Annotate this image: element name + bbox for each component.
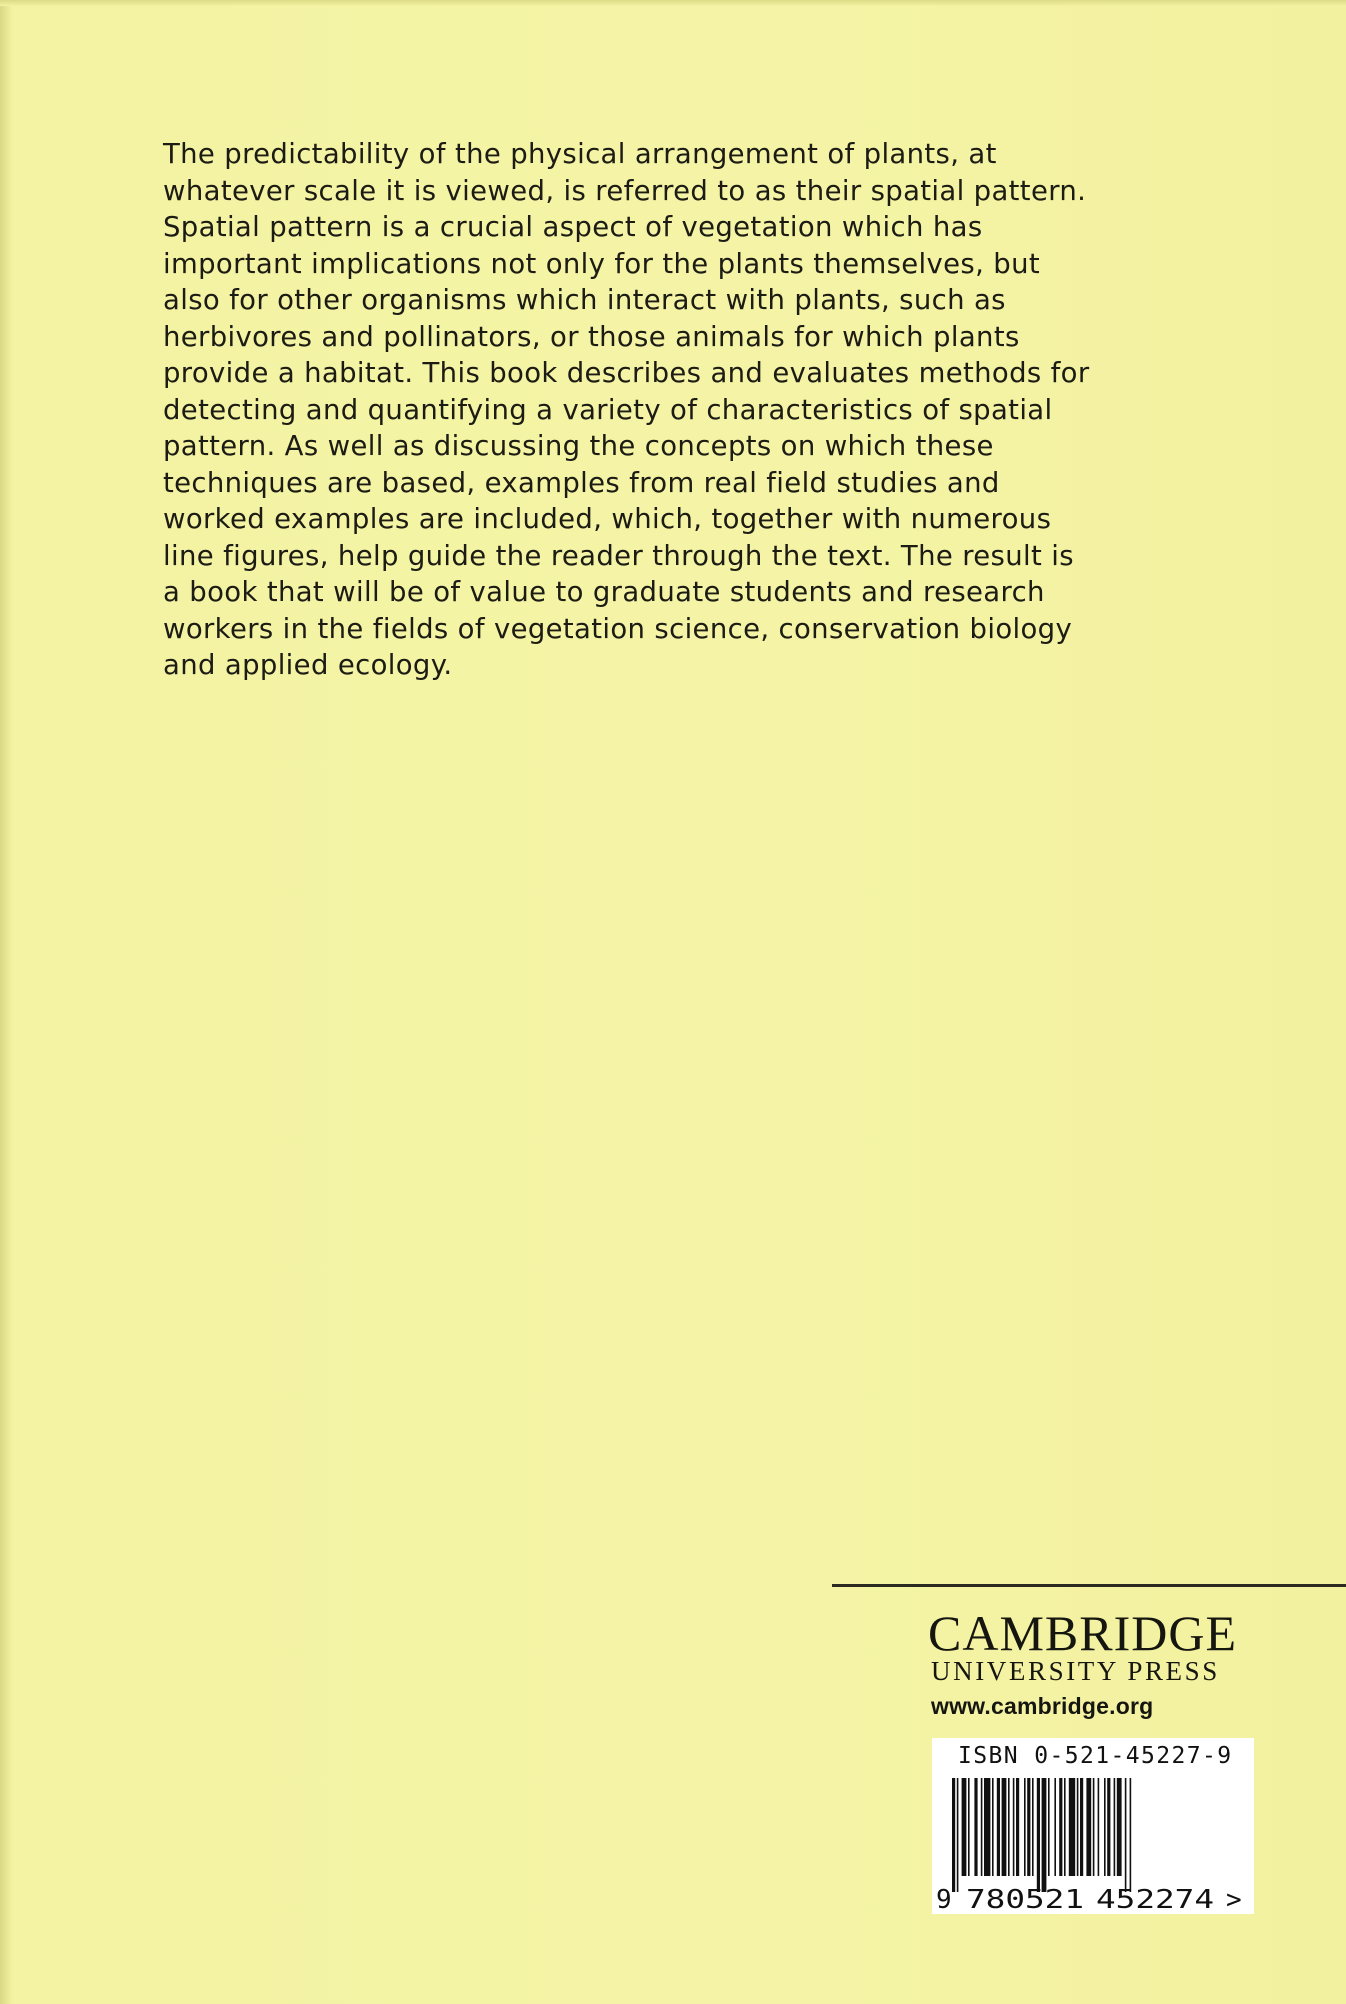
barcode-bar (981, 1778, 983, 1876)
barcode-bar (952, 1778, 955, 1892)
barcode-bar (1064, 1778, 1066, 1876)
barcode-bar (1042, 1778, 1047, 1892)
barcode-bar (1117, 1778, 1122, 1876)
barcode-bar (1016, 1778, 1019, 1876)
barcode-bar (1024, 1778, 1026, 1876)
barcode-bar (1013, 1778, 1015, 1876)
barcode-bar (974, 1778, 977, 1876)
publisher-divider (832, 1584, 1346, 1587)
barcode-bar (1048, 1778, 1050, 1876)
barcode-bar (1093, 1778, 1095, 1876)
barcode-bar (1037, 1778, 1040, 1892)
barcode-bar (1077, 1778, 1079, 1876)
barcode (932, 1772, 1254, 1914)
barcode-bar (1114, 1778, 1116, 1876)
barcode-bar (957, 1778, 959, 1892)
publisher-logo-subtitle: UNIVERSITY PRESS (931, 1656, 1220, 1686)
barcode-bar (968, 1778, 970, 1876)
cover-spine-edge (0, 0, 10, 2004)
barcode-bar (1104, 1778, 1106, 1876)
book-blurb: The predictability of the physical arrangement of plants, at whatever scale it is viewed, is referred to as their spatial pattern. Spatial pattern is a crucial aspect of vegetation which has important implications not only for the plants themselves, but also for other organisms which interact with plants, such as herbivores and pollinators, or those animals for which plants provide a habitat. This book describes and evaluates methods for detecting and quantifying a variety of characteristics of spatial pattern. As well as discussing the concepts on which these techniques are based, examples from real field studies and worked examples are included, which, together with numerous line figures, help guide the reader through the text. The result is a book that will be of value to graduate students and research workers in the fields of vegetation science, conservation biology and applied ecology. (163, 138, 1090, 681)
barcode-bar (1008, 1778, 1010, 1876)
barcode-bar (992, 1778, 994, 1876)
isbn-barcode-block (932, 1738, 1254, 1914)
barcode-left-digits: 780521 (966, 1885, 1084, 1914)
barcode-bar (1130, 1778, 1132, 1892)
barcode-bar (1054, 1778, 1056, 1876)
publisher-logo-name: CAMBRIDGE (928, 1605, 1238, 1661)
barcode-bar (984, 1778, 990, 1876)
barcode-bar (1086, 1778, 1091, 1876)
isbn-label: ISBN 0-521-45227-9 (958, 1743, 1233, 1769)
barcode-lead-digit: 9 (936, 1885, 952, 1914)
barcode-bar (1080, 1778, 1083, 1876)
barcode-bar (1098, 1778, 1100, 1876)
barcode-bar (1059, 1778, 1062, 1876)
barcode-bar (962, 1778, 967, 1876)
cover-top-edge (0, 0, 1346, 6)
barcode-end-mark: > (1226, 1885, 1242, 1914)
barcode-bar (1027, 1778, 1030, 1876)
barcode-bar (1125, 1778, 1127, 1892)
barcode-bar (1002, 1778, 1007, 1876)
barcode-bar (1107, 1778, 1110, 1876)
publisher-website: www.cambridge.org (931, 1693, 1154, 1719)
barcode-bars (952, 1778, 1131, 1892)
barcode-bar (1069, 1778, 1075, 1876)
barcode-bar (997, 1778, 1000, 1876)
barcode-bar (1032, 1778, 1034, 1876)
barcode-right-digits: 452274 (1096, 1885, 1214, 1914)
